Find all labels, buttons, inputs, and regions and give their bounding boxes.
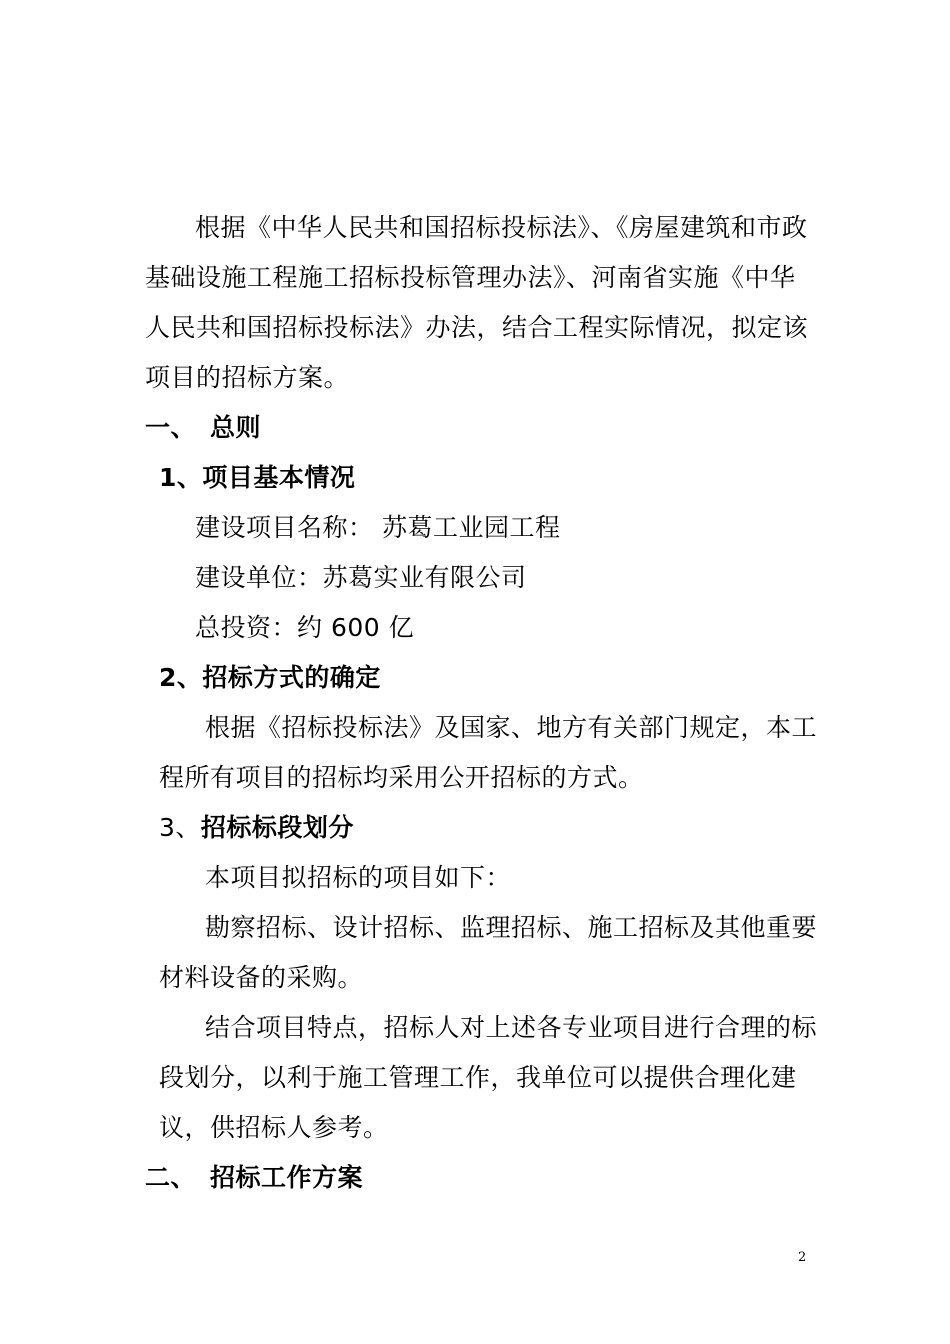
subsection-3-line-6: 议，供招标人参考。 bbox=[159, 1113, 389, 1142]
subsection-3-number: 3、 bbox=[159, 813, 201, 842]
page-number: 2 bbox=[798, 1250, 807, 1265]
subsection-3-title: 招标标段划分 bbox=[200, 813, 354, 842]
project-name-line: 建设项目名称： 苏葛工业园工程 bbox=[195, 513, 561, 542]
subsection-3-line-5: 段划分，以利于施工管理工作，我单位可以提供合理化建 bbox=[159, 1063, 797, 1092]
subsection-3-line-2: 勘察招标、设计招标、监理招标、施工招标及其他重要 bbox=[205, 913, 818, 942]
subsection-3-heading bbox=[159, 812, 354, 844]
section-1-number: 一、 bbox=[145, 413, 197, 442]
intro-line-4: 项目的招标方案。 bbox=[145, 363, 350, 392]
intro-line-2: 基础设施工程施工招标投标管理办法》、河南省实施《中华 bbox=[145, 263, 796, 292]
subsection-2-line-1: 根据《招标投标法》及国家、地方有关部门规定，本工 bbox=[205, 713, 818, 742]
investment-line: 总投资：约 600 亿 bbox=[195, 613, 415, 642]
section-2-number: 二、 bbox=[145, 1163, 197, 1192]
section-1-title: 总则 bbox=[210, 413, 262, 442]
section-2-title: 招标工作方案 bbox=[210, 1163, 364, 1192]
intro-line-3: 人民共和国招标投标法》办法，结合工程实际情况，拟定该 bbox=[145, 313, 809, 342]
subsection-3-line-4: 结合项目特点，招标人对上述各专业项目进行合理的标 bbox=[205, 1013, 818, 1042]
subsection-3-line-1: 本项目拟招标的项目如下： bbox=[205, 863, 512, 892]
subsection-1-heading: 1、项目基本情况 bbox=[159, 463, 356, 492]
builder-line: 建设单位：苏葛实业有限公司 bbox=[195, 563, 527, 592]
subsection-2-heading: 2、招标方式的确定 bbox=[159, 663, 381, 692]
intro-line-1: 根据《中华人民共和国招标投标法》、《房屋建筑和市政 bbox=[195, 213, 808, 242]
subsection-3-line-3: 材料设备的采购。 bbox=[159, 963, 364, 992]
subsection-2-line-2: 程所有项目的招标均采用公开招标的方式。 bbox=[159, 763, 644, 792]
section-2-heading bbox=[145, 1162, 363, 1194]
section-1-heading bbox=[145, 412, 261, 444]
